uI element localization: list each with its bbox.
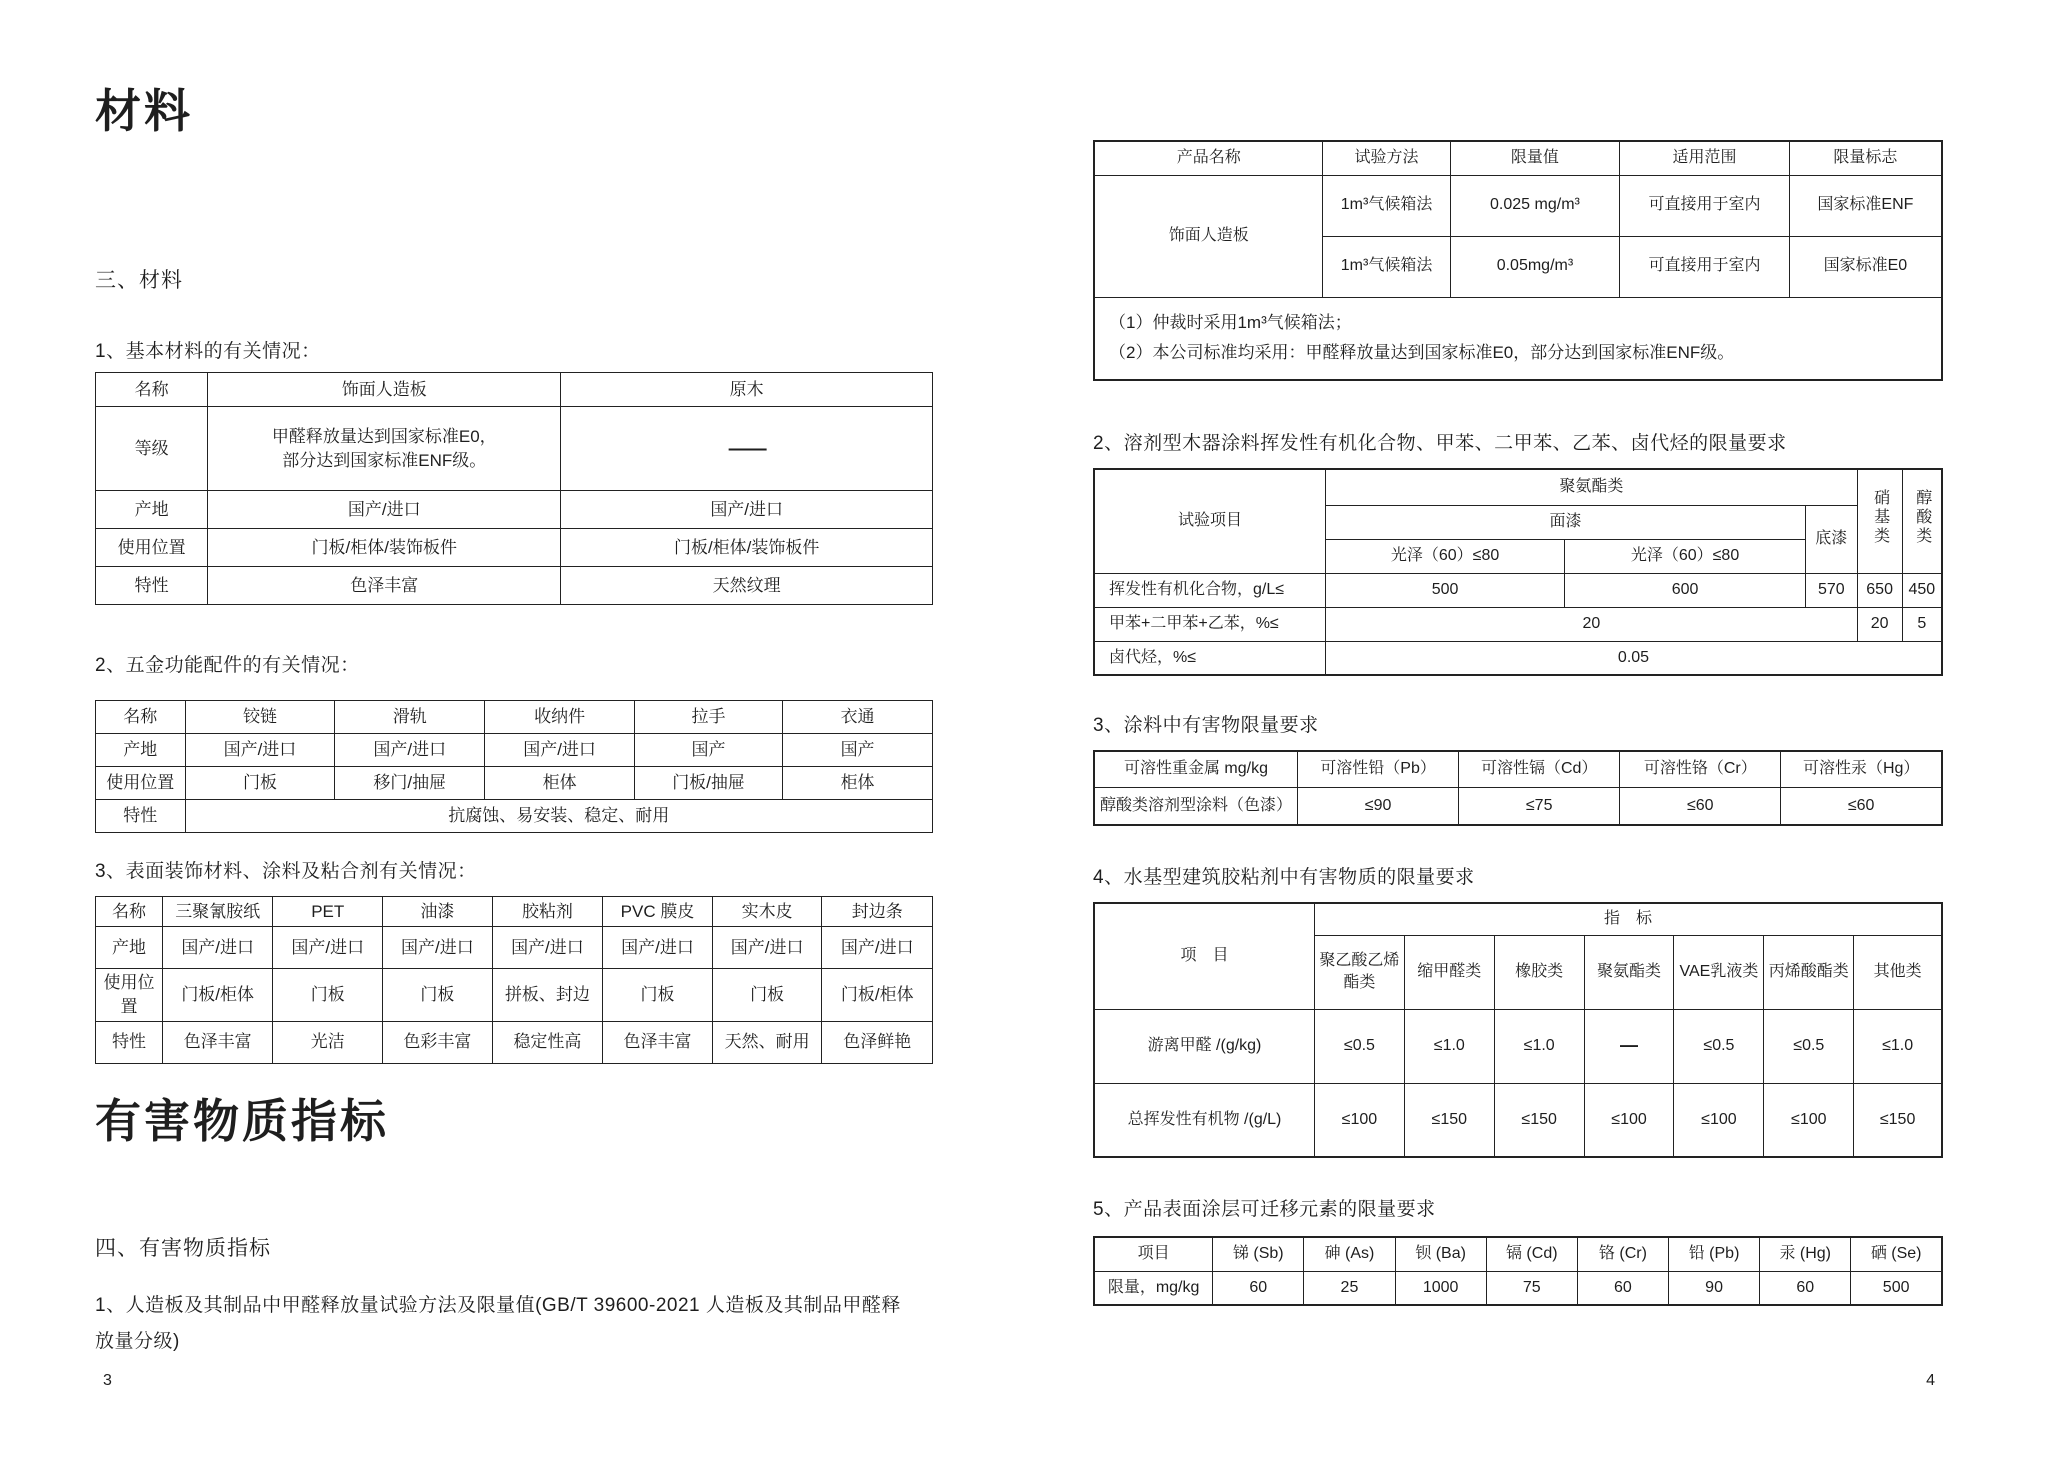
th-other: 其他类 bbox=[1854, 935, 1942, 1009]
cell-origin-hinge: 国产/进口 bbox=[185, 734, 335, 767]
row-label-feature: 特性 bbox=[96, 1021, 163, 1063]
cell-antimony: 60 bbox=[1213, 1271, 1304, 1305]
cell-tvoc-rubber: ≤150 bbox=[1494, 1083, 1584, 1157]
th-gloss-2: 光泽（60）≤80 bbox=[1565, 539, 1806, 573]
note-1: （1）仲裁时采用1m³气候箱法； bbox=[1109, 312, 1352, 332]
cell-position-wood: 门板/柜体/装饰板件 bbox=[561, 529, 933, 567]
cell-limit-2: 0.05mg/m³ bbox=[1450, 236, 1620, 297]
cell-position-veneer: 门板 bbox=[712, 969, 822, 1022]
th-cadmium: 可溶性镉（Cd） bbox=[1459, 751, 1620, 787]
cell-method-2: 1m³气候箱法 bbox=[1323, 236, 1450, 297]
th-lead: 可溶性铅（Pb） bbox=[1298, 751, 1459, 787]
cell-limit-1: 0.025 mg/m³ bbox=[1450, 175, 1620, 236]
th-vae: VAE乳液类 bbox=[1674, 935, 1764, 1009]
nitro-label: 硝基类 bbox=[1871, 489, 1889, 547]
row-label-position: 使用位置 bbox=[96, 529, 208, 567]
cell-origin-melamine: 国产/进口 bbox=[162, 927, 272, 969]
cell-origin-slide: 国产/进口 bbox=[335, 734, 485, 767]
th-pu: 聚氨酯类 bbox=[1584, 935, 1674, 1009]
cell-feature-veneer: 色泽丰富 bbox=[208, 567, 561, 605]
cell-position-melamine: 门板/柜体 bbox=[162, 969, 272, 1022]
cell-tvoc-pvac: ≤100 bbox=[1314, 1083, 1404, 1157]
th-hinge: 铰链 bbox=[185, 701, 335, 734]
cell-position-slide: 移门/抽屉 bbox=[335, 767, 485, 800]
th-pet: PET bbox=[273, 897, 383, 927]
page-left bbox=[95, 0, 933, 1464]
th-edge-band: 封边条 bbox=[822, 897, 933, 927]
cell-feature-edge: 色泽鲜艳 bbox=[822, 1021, 933, 1063]
cell-position-hinge: 门板 bbox=[185, 767, 335, 800]
th-indicator-group: 指 标 bbox=[1314, 903, 1942, 935]
th-cadmium: 镉 (Cd) bbox=[1486, 1237, 1577, 1271]
section-heading-solvent-coatings: 2、溶剂型木器涂料挥发性有机化合物、甲苯、二甲苯、乙苯、卤代烃的限量要求 bbox=[1093, 433, 1787, 454]
th-test-item: 试验项目 bbox=[1094, 469, 1326, 573]
row-label-origin: 产地 bbox=[96, 734, 186, 767]
table-adhesive-limits bbox=[1093, 902, 1943, 1158]
th-nitro-class bbox=[1857, 469, 1902, 573]
th-selenium: 硒 (Se) bbox=[1851, 1237, 1942, 1271]
cell-feature-pvc: 色泽丰富 bbox=[603, 1021, 713, 1063]
table-solvent-coatings bbox=[1093, 468, 1943, 676]
cell-voc-primer: 570 bbox=[1805, 573, 1857, 607]
section-heading-adhesive-hazards: 4、水基型建筑胶粘剂中有害物质的限量要求 bbox=[1093, 867, 1475, 888]
cell-ff-acrylate: ≤0.5 bbox=[1764, 1009, 1854, 1083]
th-chromium: 铬 (Cr) bbox=[1577, 1237, 1668, 1271]
row-label-origin: 产地 bbox=[96, 927, 163, 969]
cell-mercury: 60 bbox=[1760, 1271, 1851, 1305]
row-label-grade: 等级 bbox=[96, 407, 208, 491]
cell-ff-other: ≤1.0 bbox=[1854, 1009, 1942, 1083]
cell-position-storage: 柜体 bbox=[485, 767, 635, 800]
page-number-right: 4 bbox=[1926, 1372, 1935, 1389]
cell-barium: 1000 bbox=[1395, 1271, 1486, 1305]
row-label-tvoc: 总挥发性有机物 /(g/L) bbox=[1094, 1083, 1314, 1157]
cell-origin-storage: 国产/进口 bbox=[485, 734, 635, 767]
table-surface-materials bbox=[95, 896, 933, 1064]
cell-chromium-limit: ≤60 bbox=[1620, 787, 1781, 825]
th-item: 项目 bbox=[1094, 1237, 1213, 1271]
th-arsenic: 砷 (As) bbox=[1304, 1237, 1395, 1271]
cell-tvoc-other: ≤150 bbox=[1854, 1083, 1942, 1157]
grade-line1: 甲醛释放量达到国家标准E0， bbox=[271, 426, 497, 446]
page-title-hazardous: 有害物质指标 bbox=[95, 1095, 389, 1147]
cell-lead-limit: ≤90 bbox=[1298, 787, 1459, 825]
th-alkyd-class bbox=[1902, 469, 1942, 573]
th-solid-wood: 原木 bbox=[561, 373, 933, 407]
cell-method-1: 1m³气候箱法 bbox=[1323, 175, 1450, 236]
cell-origin-wood: 国产/进口 bbox=[561, 491, 933, 529]
table-basic-materials bbox=[95, 372, 933, 605]
cell-feature-pet: 光洁 bbox=[273, 1021, 383, 1063]
th-gloss-1: 光泽（60）≤80 bbox=[1326, 539, 1565, 573]
th-barium: 钡 (Ba) bbox=[1395, 1237, 1486, 1271]
cell-voc-topcoat1: 500 bbox=[1326, 573, 1565, 607]
cell-feature-all: 抗腐蚀、易安装、稳定、耐用 bbox=[185, 800, 932, 833]
cell-product: 饰面人造板 bbox=[1094, 175, 1323, 297]
cell-grade-wood bbox=[561, 407, 933, 491]
th-handle: 拉手 bbox=[634, 701, 782, 734]
th-antimony: 锑 (Sb) bbox=[1213, 1237, 1304, 1271]
page-right bbox=[1093, 0, 1943, 1464]
alkyd-label: 醇酸类 bbox=[1913, 489, 1931, 547]
th-mercury: 汞 (Hg) bbox=[1760, 1237, 1851, 1271]
note-2: （2）本公司标准均采用：甲醛释放量达到国家标准E0，部分达到国家标准ENF级。 bbox=[1109, 343, 1735, 363]
th-veneer-panel: 饰面人造板 bbox=[208, 373, 561, 407]
cell-origin-handle: 国产 bbox=[634, 734, 782, 767]
cell-origin-veneer: 国产/进口 bbox=[712, 927, 822, 969]
cell-position-handle: 门板/抽屉 bbox=[634, 767, 782, 800]
th-melamine: 三聚氰胺纸 bbox=[162, 897, 272, 927]
th-chromium: 可溶性铬（Cr） bbox=[1620, 751, 1781, 787]
cell-arsenic: 25 bbox=[1304, 1271, 1395, 1305]
cell-origin-pet: 国产/进口 bbox=[273, 927, 383, 969]
cell-ff-pu bbox=[1584, 1009, 1674, 1083]
cell-cadmium: 75 bbox=[1486, 1271, 1577, 1305]
cell-benzene-alkyd: 5 bbox=[1902, 607, 1942, 641]
cell-mercury-limit: ≤60 bbox=[1781, 787, 1942, 825]
cell-position-adhesive: 拼板、封边 bbox=[492, 969, 602, 1022]
cell-voc-nitro: 650 bbox=[1857, 573, 1902, 607]
th-storage: 收纳件 bbox=[485, 701, 635, 734]
th-limit-mark: 限量标志 bbox=[1789, 141, 1942, 175]
cell-position-veneer: 门板/柜体/装饰板件 bbox=[208, 529, 561, 567]
cell-mark-2: 国家标准E0 bbox=[1789, 236, 1942, 297]
section-heading-migratable-elements: 5、产品表面涂层可迁移元素的限量要求 bbox=[1093, 1199, 1436, 1220]
grade-line2: 部分达到国家标准ENF级。 bbox=[282, 450, 487, 470]
na-dash: —— bbox=[728, 437, 765, 460]
cell-origin-adhesive: 国产/进口 bbox=[492, 927, 602, 969]
cell-position-pvc: 门板 bbox=[603, 969, 713, 1022]
row-label-origin: 产地 bbox=[96, 491, 208, 529]
cell-ff-formal: ≤1.0 bbox=[1404, 1009, 1494, 1083]
row-label-position: 使用位置 bbox=[96, 969, 163, 1022]
th-rail: 衣通 bbox=[783, 701, 933, 734]
cell-grade-veneer bbox=[208, 407, 561, 491]
th-pvac: 聚乙酸乙烯酯类 bbox=[1314, 935, 1404, 1009]
row-label-voc: 挥发性有机化合物，g/L≤ bbox=[1094, 573, 1326, 607]
th-mercury: 可溶性汞（Hg） bbox=[1781, 751, 1942, 787]
cell-position-paint: 门板 bbox=[383, 969, 493, 1022]
cell-position-rail: 柜体 bbox=[783, 767, 933, 800]
cell-position-edge: 门板/柜体 bbox=[822, 969, 933, 1022]
th-acrylate: 丙烯酸酯类 bbox=[1764, 935, 1854, 1009]
cell-notes bbox=[1094, 297, 1942, 380]
th-soluble-metals: 可溶性重金属 mg/kg bbox=[1094, 751, 1298, 787]
cell-position-pet: 门板 bbox=[273, 969, 383, 1022]
cell-cadmium-limit: ≤75 bbox=[1459, 787, 1620, 825]
cell-tvoc-pu: ≤100 bbox=[1584, 1083, 1674, 1157]
cell-halogenated-all: 0.05 bbox=[1326, 641, 1943, 675]
cell-voc-topcoat2: 600 bbox=[1565, 573, 1806, 607]
cell-feature-wood: 天然纹理 bbox=[561, 567, 933, 605]
table-hardware bbox=[95, 700, 933, 833]
cell-feature-adhesive: 稳定性高 bbox=[492, 1021, 602, 1063]
row-label-position: 使用位置 bbox=[96, 767, 186, 800]
row-label-free-formaldehyde: 游离甲醛 /(g/kg) bbox=[1094, 1009, 1314, 1083]
th-paint: 油漆 bbox=[383, 897, 493, 927]
subsection-heading-basic-materials: 1、基本材料的有关情况： bbox=[95, 341, 321, 362]
paragraph-formaldehyde-method: 1、人造板及其制品中甲醛释放量试验方法及限量值(GB/T 39600-2021 人造板及其制品甲醛释放量分级) bbox=[95, 1295, 901, 1353]
th-limit-value: 限量值 bbox=[1450, 141, 1620, 175]
na-dash: — bbox=[1620, 1035, 1639, 1056]
th-test-method: 试验方法 bbox=[1323, 141, 1450, 175]
table-migratable-elements bbox=[1093, 1236, 1943, 1306]
th-name: 名称 bbox=[96, 897, 163, 927]
cell-ff-vae: ≤0.5 bbox=[1674, 1009, 1764, 1083]
th-topcoat: 面漆 bbox=[1326, 505, 1806, 539]
table-formaldehyde-limits bbox=[1093, 140, 1943, 381]
section-heading-materials: 三、材料 bbox=[95, 269, 183, 292]
cell-benzene-pu: 20 bbox=[1326, 607, 1858, 641]
th-pvc: PVC 膜皮 bbox=[603, 897, 713, 927]
th-primer: 底漆 bbox=[1805, 505, 1857, 573]
section-heading-coating-hazards: 3、涂料中有害物限量要求 bbox=[1093, 715, 1319, 736]
cell-lead: 90 bbox=[1669, 1271, 1760, 1305]
cell-origin-rail: 国产 bbox=[783, 734, 933, 767]
cell-origin-pvc: 国产/进口 bbox=[603, 927, 713, 969]
th-adhesive: 胶粘剂 bbox=[492, 897, 602, 927]
th-name: 名称 bbox=[96, 701, 186, 734]
cell-tvoc-acrylate: ≤100 bbox=[1764, 1083, 1854, 1157]
cell-tvoc-formal: ≤150 bbox=[1404, 1083, 1494, 1157]
cell-scope-2: 可直接用于室内 bbox=[1620, 236, 1790, 297]
th-rubber: 橡胶类 bbox=[1494, 935, 1584, 1009]
cell-selenium: 500 bbox=[1851, 1271, 1942, 1305]
row-label-halogenated: 卤代烃，%≤ bbox=[1094, 641, 1326, 675]
cell-scope-1: 可直接用于室内 bbox=[1620, 175, 1790, 236]
th-veneer: 实木皮 bbox=[712, 897, 822, 927]
cell-tvoc-vae: ≤100 bbox=[1674, 1083, 1764, 1157]
subsection-heading-surface: 3、表面装饰材料、涂料及粘合剂有关情况： bbox=[95, 861, 477, 882]
cell-feature-paint: 色彩丰富 bbox=[383, 1021, 493, 1063]
table-coating-heavy-metals bbox=[1093, 750, 1943, 826]
th-lead: 铅 (Pb) bbox=[1669, 1237, 1760, 1271]
th-product-name: 产品名称 bbox=[1094, 141, 1323, 175]
cell-feature-veneer: 天然、耐用 bbox=[712, 1021, 822, 1063]
row-label-alkyd-paint: 醇酸类溶剂型涂料（色漆） bbox=[1094, 787, 1298, 825]
cell-benzene-nitro: 20 bbox=[1857, 607, 1902, 641]
row-label-feature: 特性 bbox=[96, 567, 208, 605]
cell-origin-edge: 国产/进口 bbox=[822, 927, 933, 969]
th-name: 名称 bbox=[96, 373, 208, 407]
th-item: 项 目 bbox=[1094, 903, 1314, 1009]
th-formal: 缩甲醛类 bbox=[1404, 935, 1494, 1009]
row-label-feature: 特性 bbox=[96, 800, 186, 833]
subsection-heading-hardware: 2、五金功能配件的有关情况： bbox=[95, 655, 360, 676]
page-number-left: 3 bbox=[103, 1372, 112, 1389]
th-polyurethane-group: 聚氨酯类 bbox=[1326, 469, 1858, 505]
page-title-materials: 材料 bbox=[95, 85, 193, 137]
cell-origin-paint: 国产/进口 bbox=[383, 927, 493, 969]
row-label-benzene: 甲苯+二甲苯+乙苯，%≤ bbox=[1094, 607, 1326, 641]
cell-ff-pvac: ≤0.5 bbox=[1314, 1009, 1404, 1083]
section-heading-hazardous: 四、有害物质指标 bbox=[95, 1237, 271, 1260]
th-scope: 适用范围 bbox=[1620, 141, 1790, 175]
cell-mark-1: 国家标准ENF bbox=[1789, 175, 1942, 236]
cell-ff-rubber: ≤1.0 bbox=[1494, 1009, 1584, 1083]
cell-chromium: 60 bbox=[1577, 1271, 1668, 1305]
cell-origin-veneer: 国产/进口 bbox=[208, 491, 561, 529]
cell-voc-alkyd: 450 bbox=[1902, 573, 1942, 607]
row-label-limit: 限量，mg/kg bbox=[1094, 1271, 1213, 1305]
th-slide: 滑轨 bbox=[335, 701, 485, 734]
cell-feature-melamine: 色泽丰富 bbox=[162, 1021, 272, 1063]
